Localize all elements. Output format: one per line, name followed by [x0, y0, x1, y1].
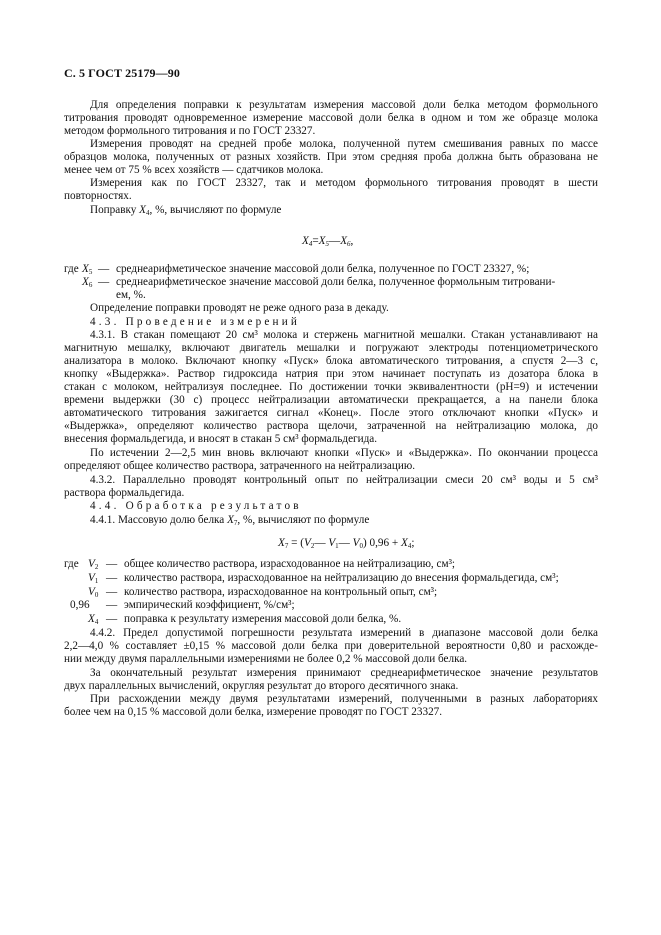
paragraph-line: Поправку $X_4$, %, вычисляют по формуле — [90, 204, 282, 217]
paragraph-line: двух параллельных вычислений, округляя результат до второго десятичного знака. — [64, 680, 459, 692]
paragraph-line: магнитную мешалку, включают двигатель мешалки и погружают электроды потенциометрического — [64, 342, 598, 354]
paragraph-line: 4.3.1. В стакан помещают 20 см³ молока и стержень магнитной мешалки. Стакан устанавливают на — [90, 329, 598, 341]
paragraph-line: образцов молока, полученных от разных хозяйств. При этом средняя проба должна быть образована не — [64, 151, 598, 163]
formula-x4: $X_4=X_5—X_6$, — [302, 235, 354, 248]
section-heading-4-4: 4.4. Обработка результатов — [90, 500, 302, 512]
paragraph-line: 4.4.2. Предел допустимой погрешности результата измерений в диапазоне массовой доли белка — [90, 627, 598, 639]
paragraph-line: внесения формальдегида, и вносят в стакан 5 см³ формальдегида. — [64, 433, 378, 445]
paragraph-line: 4.3.2. Параллельно проводят контрольный опыт по нейтрализации смеси 20 см³ воды и 5 см³ — [90, 474, 598, 486]
paragraph-line: Измерения проводят на средней пробе молока, полученной путем смешивания равных по массе — [90, 138, 598, 150]
paragraph-line: определяют общее количество раствора, затраченного на нейтрализацию. — [64, 460, 416, 472]
paragraph-line: титрования проводят одновременное измерение массовой доли белка в одном и том же образце молока — [64, 112, 598, 124]
paragraph-line: раствора формальдегида. — [64, 487, 185, 499]
paragraph-line: повторностях. — [64, 190, 132, 202]
document-page: С. 5 ГОСТ 25179—90 Для определения поправки к результатам измерения массовой доли белка методом формольного титрования проводят одновременное измерение массовой доли белка в одном и том же образце молока методом формольного титрования и по ГОСТ 23327. Измерения проводят на средней пробе молока, полученной путем смешивания равных по массе образцов молока, полученных от разных хозяйств. При этом средняя проба должна быть образована не менее чем от 75 % всех хозяйств — сдатчиков молока. Измерения как по ГОСТ 23327, так и методом формольного титрования проводят в шести повторностях. Поправку $X_4$, %, вычисляют по формуле $X_4=X_5—X_6$, где $X_5$ — среднеарифметическое значение массовой доли белка, полученное по ГОСТ 23327, %; $X_6$ — среднеарифметическое значение массовой доли белка, полученное формольным титровани- ем, %. Определение поправки проводят не реже одного раза в декаду. 4.3. Проведение измерений 4.3.1. В стакан помещают 20 см³ молока и стержень магнитной мешалки. Стакан устанавливают на магнитную мешалку, включают двигатель мешалки и погружают электроды потенциометрического анализатора в молоко. Включают кнопку «Пуск» блока автоматического титрования, а спустя 2—3 с, кнопку «Выдержка». Раствор гидроксида натрия при этом начинает поступать из дозатора блока в стакан с молоком, нейтрализуя последнее. По достижении точки эквивалентности (pH=9) и истечении времени выдержки (30 с) процесс нейтрализации автоматически прекращается, а на панели блока автоматического титрования зажигается сигнал «Конец». После этого отключают кнопки «Пуск» и «Выдержка», определяют количество раствора щелочи, затраченной на нейтрализацию молока, до внесения формальдегида, и вносят в стакан 5 см³ формальдегида. По истечении 2—2,5 мин вновь включают кнопки «Пуск» и «Выдержка». По окончании процесса определяют общее количество раствора, затраченного на нейтрализацию. 4.3.2. Параллельно проводят контрольный опыт по нейтрализации смеси 20 см³ воды и 5 см³ раствора формальдегида. 4.4. Обработка результатов 4.4.1. Массовую долю белка $X_7$, %, вычисляют по формуле $X_7$ = ($V_2—$ $V_1—$ $V_0$) $0,96 + X_4$; где $V_2$ — общее количество раствора, израсходованное на нейтрализацию, см³; $V_1$ — количество раствора, израсходованное на нейтрализацию до внесения формальдегида, см³; $V_0$ — количество раствора, израсходованное на контрольный опыт, см³; 0,96 — эмпирический коэффициент, %/см³; $X_4$ — поправка к результату измерения массовой доли белка, %. 4.4.2. Предел допустимой погрешности результата измерений в диапазоне массовой доли белка 2,2—4,0 % составляет ±0,15 % массовой доли белка при доверительной вероятности 0,80 и расхожде- нии между двумя параллельными измерениями не более 0,2 % массовой доли белка. За окончательный результат измерения принимают среднеарифметическое значение результатов двух параллельных вычислений, округляя результат до второго десятичного знака. При расхождении между двумя результатами измерений, полученными в разных лабораториях более чем на 0,15 % массовой доли белка, измерение проводят по ГОСТ 23327. — [64, 66, 598, 718]
paragraph-line: стакан с молоком, нейтрализуя последнее. По достижении точки эквивалентности (pH=9) и истечении — [64, 381, 598, 393]
paragraph-line: менее чем от 75 % всех хозяйств — сдатчиков молока. — [64, 164, 324, 176]
paragraph-line: методом формольного титрования и по ГОСТ 23327. — [64, 125, 316, 137]
paragraph-line: Определение поправки проводят не реже одного раза в декаду. — [90, 302, 389, 314]
paragraph-line: Измерения как по ГОСТ 23327, так и методом формольного титрования проводят в шести — [90, 177, 598, 189]
paragraph-line: времени выдержки (30 с) процесс нейтрализации автоматически прекращается, а на панели блока — [64, 394, 598, 406]
formula-x7: $X_7$ = ($V_2—$ $V_1—$ $V_0$) $0,96 + X_4$; — [278, 537, 415, 550]
paragraph-line: автоматического титрования зажигается сигнал «Конец». После этого отключают кнопки «Пуск» и — [64, 407, 598, 419]
page-header: С. 5 ГОСТ 25179—90 — [64, 66, 180, 80]
paragraph-line: нии между двумя параллельными измерениями не более 0,2 % массовой доли белка. — [64, 653, 468, 665]
paragraph-line: анализатора в молоко. Включают кнопку «Пуск» блока автоматического титрования, а спустя 2—3 с, — [64, 355, 598, 367]
paragraph-line: кнопку «Выдержка». Раствор гидроксида натрия при этом начинает поступать из дозатора блока в — [64, 368, 598, 380]
paragraph-line: более чем на 0,15 % массовой доли белка, измерение проводят по ГОСТ 23327. — [64, 706, 443, 718]
section-heading-4-3: 4.3. Проведение измерений — [90, 316, 301, 328]
paragraph-line: За окончательный результат измерения принимают среднеарифметическое значение результатов — [90, 667, 598, 679]
paragraph-line: «Выдержка», определяют количество раствора щелочи, затраченной на нейтрализацию молока, до — [64, 420, 598, 432]
paragraph-line: 2,2—4,0 % составляет ±0,15 % массовой доли белка при доверительной вероятности 0,80 и расхожде- — [64, 640, 598, 652]
paragraph-line: 4.4.1. Массовую долю белка $X_7$, %, вычисляют по формуле — [90, 514, 370, 527]
paragraph-line: Для определения поправки к результатам измерения массовой доли белка методом формольного — [90, 99, 598, 111]
paragraph-line: По истечении 2—2,5 мин вновь включают кнопки «Пуск» и «Выдержка». По окончании процесса — [90, 447, 598, 459]
definition-continuation: ем, %. — [116, 289, 146, 301]
paragraph-line: При расхождении между двумя результатами измерений, полученными в разных лабораториях — [90, 693, 598, 705]
